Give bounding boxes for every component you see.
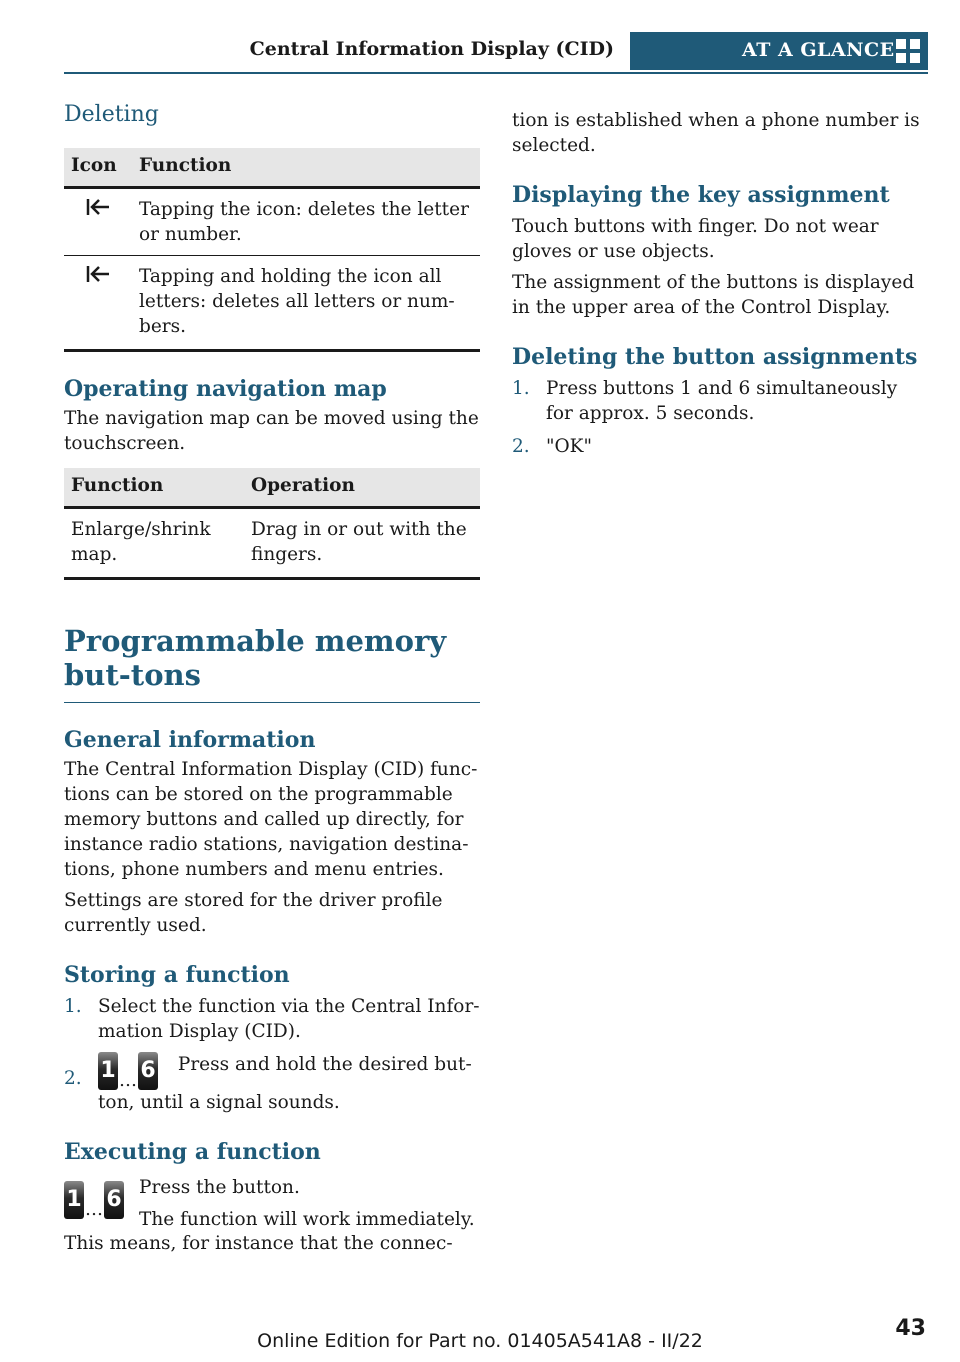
ellipsis: … bbox=[119, 1070, 137, 1091]
table-cell-icon bbox=[64, 256, 132, 351]
executing-heading: Executing a function bbox=[64, 1139, 321, 1165]
nav-table bbox=[64, 468, 480, 580]
display-paragraph-2: The assignment of the buttons is displayed in the upper area of the Control Display. bbox=[512, 272, 915, 318]
step-text: Press buttons 1 and 6 simultaneously for approx. 5 seconds. bbox=[546, 378, 898, 424]
memory-buttons-graphic bbox=[64, 1181, 124, 1219]
table-row bbox=[64, 508, 480, 579]
footer-edition-text: Online Edition for Part no. 01405A541A8 - II/22 bbox=[257, 1330, 703, 1352]
list-item bbox=[512, 434, 928, 459]
header-title: Central Information Display (CID) bbox=[249, 38, 614, 60]
step-text: Select the function via the Central Infor‐mation Display (CID). bbox=[98, 996, 480, 1042]
deleting-heading: Deleting bbox=[64, 102, 159, 127]
table-header-function: Function bbox=[64, 468, 244, 508]
memory-button-6-icon: 6 bbox=[138, 1052, 158, 1090]
step-number: 2. bbox=[64, 1068, 82, 1089]
continued-text: tion is established when a phone number is selected. bbox=[512, 110, 920, 156]
storing-heading: Storing a function bbox=[64, 962, 290, 988]
general-paragraph-1: The Central Information Display (CID) func‐tions can be stored on the programmable memory buttons and called up directly, for instance radio stations, navigation destina‐tions, phone numbers and menu entries. bbox=[64, 759, 478, 880]
list-item bbox=[512, 376, 928, 426]
executing-line-2: The function will work immediately. bbox=[139, 1209, 475, 1230]
table-cell-icon bbox=[64, 188, 132, 256]
general-heading: General information bbox=[64, 727, 316, 753]
display-paragraph-1: Touch buttons with finger. Do not wear gloves or use objects. bbox=[512, 216, 879, 262]
nav-text: The navigation map can be moved using the touchscreen. bbox=[64, 408, 479, 454]
table-cell-text: Tapping and holding the icon all letters: deletes all letters or num‐bers. bbox=[139, 266, 455, 337]
table-row bbox=[64, 188, 480, 256]
step-text: Press and hold the desired but‐ton, until a signal sounds. bbox=[98, 1054, 472, 1113]
display-assignment-heading: Displaying the key assignment bbox=[512, 182, 890, 208]
memory-buttons-heading: Programmable memory but‐tons bbox=[64, 624, 480, 703]
table-header-row bbox=[64, 468, 480, 508]
deleting-assignments-heading: Deleting the button assignments bbox=[512, 344, 918, 370]
deleting-table bbox=[64, 148, 480, 352]
ellipsis: … bbox=[85, 1199, 103, 1220]
executing-line-1: Press the button. bbox=[139, 1177, 300, 1198]
executing-block bbox=[64, 1175, 480, 1230]
left-column bbox=[64, 100, 480, 1256]
right-column bbox=[512, 100, 928, 459]
step-number: 1. bbox=[512, 378, 530, 399]
page-number: 43 bbox=[895, 1316, 926, 1341]
deleting-steps bbox=[512, 376, 928, 459]
header-section-tab bbox=[630, 32, 928, 70]
table-row bbox=[64, 256, 480, 351]
list-item bbox=[64, 994, 480, 1044]
table-header-icon: Icon bbox=[64, 148, 132, 188]
executing-line-3: This means, for instance that the connec‐ bbox=[64, 1233, 453, 1254]
backspace-icon bbox=[85, 197, 111, 217]
table-header-operation: Operation bbox=[244, 468, 480, 508]
memory-button-1-icon: 1 bbox=[98, 1052, 118, 1090]
table-cell-function: Enlarge/shrink map. bbox=[71, 519, 211, 565]
general-paragraph-2: Settings are stored for the driver profile currently used. bbox=[64, 890, 443, 936]
list-item bbox=[64, 1052, 480, 1115]
header-section-label: AT A GLANCE bbox=[742, 39, 895, 61]
page-header bbox=[64, 32, 928, 74]
step-text: "OK" bbox=[546, 436, 593, 457]
table-cell-text: Tapping the icon: deletes the letter or number. bbox=[132, 188, 480, 256]
step-number: 2. bbox=[512, 436, 530, 457]
storing-steps bbox=[64, 994, 480, 1115]
table-header-function: Function bbox=[132, 148, 480, 188]
table-cell-operation: Drag in or out with the fingers. bbox=[251, 519, 467, 565]
backspace-icon bbox=[85, 264, 111, 284]
memory-button-6-icon: 6 bbox=[104, 1181, 124, 1219]
memory-button-1-icon: 1 bbox=[64, 1181, 84, 1219]
step-number: 1. bbox=[64, 996, 82, 1017]
nav-heading: Operating navigation map bbox=[64, 376, 387, 402]
table-header-row bbox=[64, 148, 480, 188]
grid-icon bbox=[896, 39, 920, 63]
